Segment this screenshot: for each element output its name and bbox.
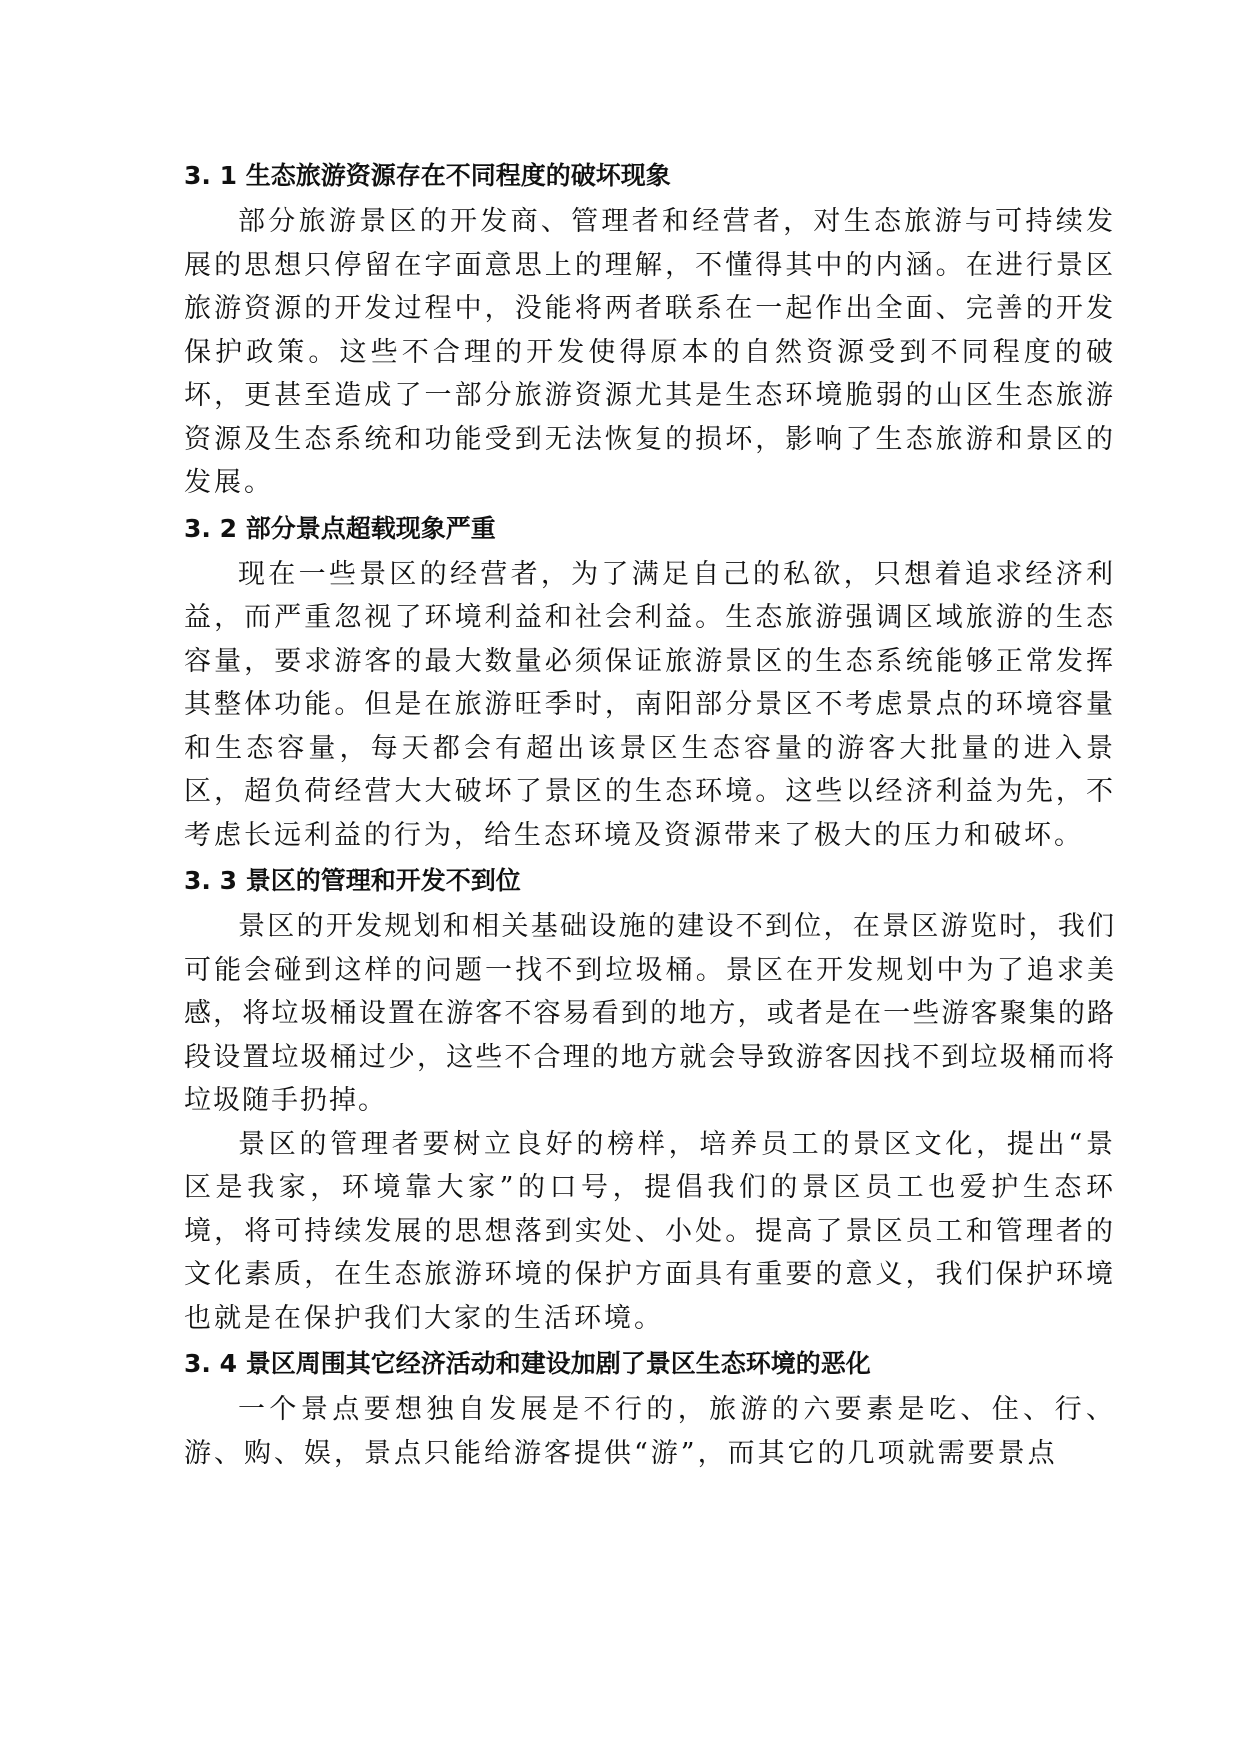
section-3-3-paragraph-1: 景区的开发规划和相关基础设施的建设不到位，在景区游览时，我们可能会碰到这样的问题一找不到垃圾桶。景区在开发规划中为了追求美感，将垃圾桶设置在游客不容易看到的地方，或者是在一些游客聚集的路段设置垃圾桶过少，这些不合理的地方就会导致游客因找不到垃圾桶而将垃圾随手扔掉。 [184,911,1116,1116]
section-3-4-paragraph: 一个景点要想独自发展是不行的，旅游的六要素是吃、住、行、游、购、娱，景点只能给游客提供“游”，而其它的几项就需要景点 [184,1394,1116,1469]
section-heading-3-3: 3. 3 景区的管理和开发不到位 [184,866,521,895]
section-heading-3-2: 3. 2 部分景点超载现象严重 [184,513,496,543]
section-heading-3-1: 3. 1 生态旅游资源存在不同程度的破坏现象 [184,161,671,190]
section-3-3-paragraph-2: 景区的管理者要树立良好的榜样，培养员工的景区文化，提出“景区是我家，环境靠大家”的口号，提倡我们的景区员工也爱护生态环境，将可持续发展的思想落到实处、小处。提高了景区员工和管理者的文化素质，在生态旅游环境的保护方面具有重要的意义，我们保护环境也就是在保护我们大家的生活环境。 [184,1128,1116,1334]
document-body [184,152,1116,1475]
section-heading-3-4: 3. 4 景区周围其它经济活动和建设加剧了景区生态环境的恶化 [184,1349,871,1378]
section-3-1-paragraph: 部分旅游景区的开发商、管理者和经营者，对生态旅游与可持续发展的思想只停留在字面意思上的理解，不懂得其中的内涵。在进行景区旅游资源的开发过程中，没能将两者联系在一起作出全面、完善的开发保护政策。这些不合理的开发使得原本的自然资源受到不同程度的破坏，更甚至造成了一部分旅游资源尤其是生态环境脆弱的山区生态旅游资源及生态系统和功能受到无法恢复的损坏，影响了生态旅游和景区的发展。 [184,206,1116,498]
section-3-2-paragraph: 现在一些景区的经营者，为了满足自己的私欲，只想着追求经济利益，而严重忽视了环境利益和社会利益。生态旅游强调区域旅游的生态容量，要求游客的最大数量必须保证旅游景区的生态系统能够正常发挥其整体功能。但是在旅游旺季时，南阳部分景区不考虑景点的环境容量和生态容量，每天都会有超出该景区生态容量的游客大批量的进入景区，超负荷经营大大破坏了景区的生态环境。这些以经济利益为先，不考虑长远利益的行为，给生态环境及资源带来了极大的压力和破坏。 [184,558,1116,851]
